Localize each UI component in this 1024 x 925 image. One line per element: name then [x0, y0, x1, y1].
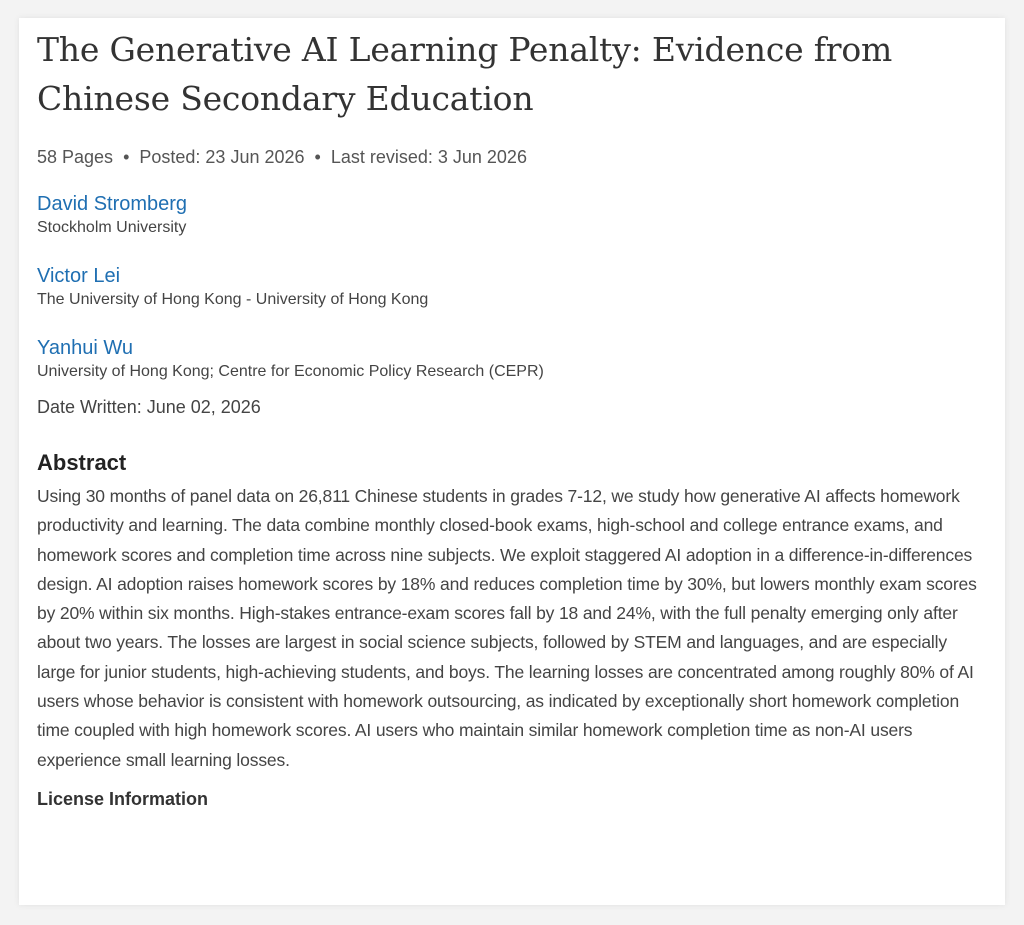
abstract-heading: Abstract: [37, 450, 127, 475]
author-block: [37, 263, 985, 311]
meta-separator: •: [314, 147, 321, 167]
author-affiliation: The University of Hong Kong - University of Hong Kong: [37, 291, 429, 308]
author-link[interactable]: Victor Lei: [37, 265, 121, 287]
author-block: [37, 191, 985, 239]
author-affiliation: Stockholm University: [37, 219, 187, 236]
posted-date: Posted: 23 Jun 2026: [139, 147, 305, 167]
license-heading: License Information: [37, 788, 209, 809]
author-link[interactable]: Yanhui Wu: [37, 337, 133, 359]
page-count: 58 Pages: [37, 147, 114, 167]
author-block: [37, 335, 985, 383]
paper-page: [19, 18, 1005, 905]
author-affiliation: University of Hong Kong; Centre for Economic Policy Research (CEPR): [37, 363, 544, 380]
abstract-text: Using 30 months of panel data on 26,811 Chinese students in grades 7-12, we study how generative AI affects homework productivity and learning. The data combine monthly closed-book exams, high-school and college entrance exams, and homework scores and completion time across nine subjects. We exploit staggered AI adoption in a difference-in-differences design. AI adoption raises homework scores by 18% and reduces completion time by 30%, but lowers monthly exam scores by 20% within six months. High-stakes entrance-exam scores fall by 18 and 24%, with the full penalty emerging only after about two years. The losses are largest in social science subjects, followed by STEM and languages, and are especially large for junior students, high-achieving students, and boys. The learning losses are concentrated among roughly 80% of AI users whose behavior is consistent with homework outsourcing, as indicated by exceptionally short homework completion time coupled with high homework scores. AI users who maintain similar homework completion time as non-AI users experience small learning losses.: [37, 486, 977, 770]
paper-title: The Generative AI Learning Penalty: Evidence from Chinese Secondary Education: [37, 30, 893, 118]
paper-meta: [37, 145, 985, 169]
revised-date: Last revised: 3 Jun 2026: [330, 147, 527, 167]
date-written: Date Written: June 02, 2026: [37, 397, 261, 417]
author-link[interactable]: David Stromberg: [37, 193, 188, 215]
meta-separator: •: [123, 147, 130, 167]
